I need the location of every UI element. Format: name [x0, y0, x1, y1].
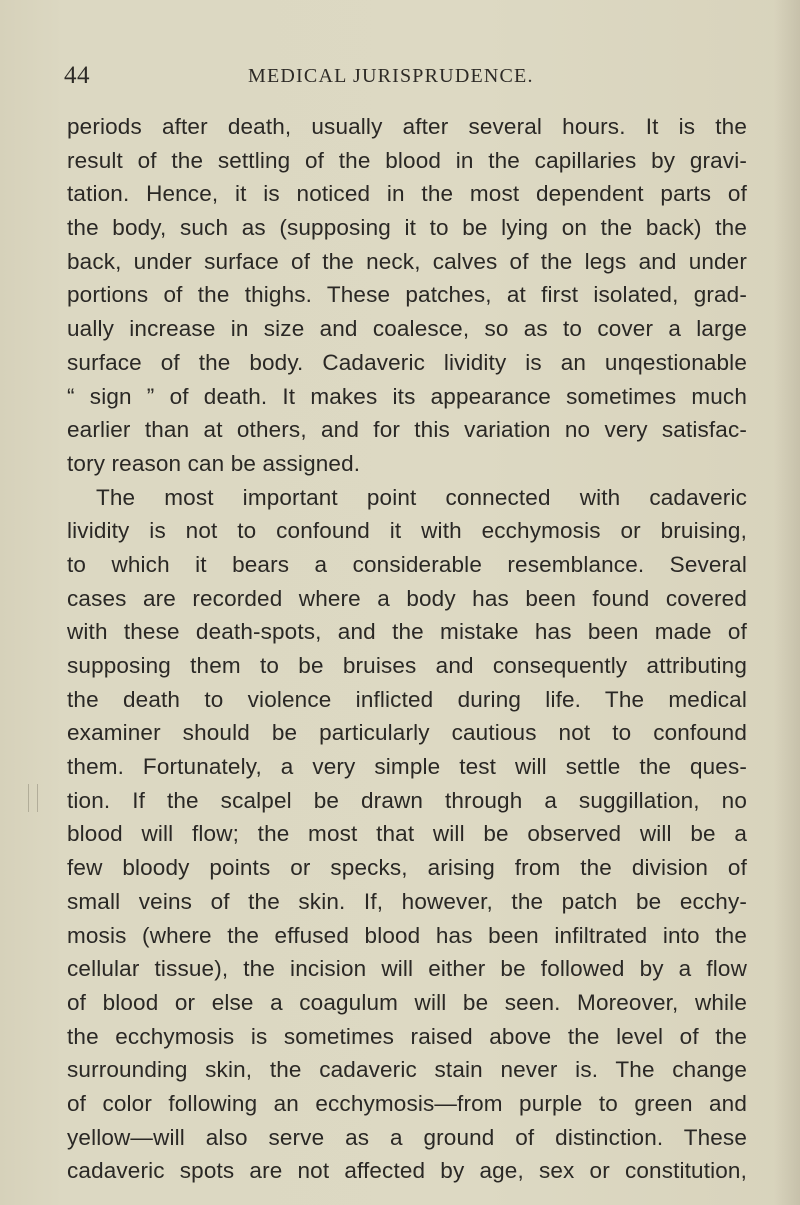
text-line: cadaveric spots are not affected by age, sex or constitution,	[67, 1158, 747, 1184]
text-line: cases are recorded where a body has been found covered	[67, 585, 747, 611]
page-edge-shadow	[774, 0, 800, 1205]
text-line: of color following an ecchymosis—from purple to green and	[67, 1090, 747, 1116]
text-line: the death to violence inflicted during life. The medical	[67, 686, 747, 712]
text-line: them. Fortunately, a very simple test will settle the ques-	[67, 754, 747, 780]
text-line: surrounding skin, the cadaveric stain never is. The change	[67, 1057, 747, 1083]
text-line: few bloody points or specks, arising from the division of	[67, 855, 747, 881]
text-line: earlier than at others, and for this variation no very satisfac-	[67, 417, 747, 443]
body-text	[67, 110, 747, 1188]
margin-mark	[28, 784, 38, 812]
text-line: yellow—will also serve as a ground of distinction. These	[67, 1124, 747, 1150]
page-number: 44	[64, 62, 90, 89]
text-line: portions of the thighs. These patches, at first isolated, grad-	[67, 282, 747, 308]
text-line: with these death-spots, and the mistake has been made of	[67, 619, 747, 645]
running-title: MEDICAL JURISPRUDENCE.	[248, 65, 534, 87]
text-line: surface of the body. Cadaveric lividity is an unqestionable	[67, 349, 747, 375]
text-line: cellular tissue), the incision will either be followed by a flow	[67, 956, 747, 982]
text-line: tion. If the scalpel be drawn through a suggillation, no	[67, 787, 747, 813]
text-line: back, under surface of the neck, calves of the legs and under	[67, 248, 747, 274]
paragraph-start-line: The most important point connected with cadaveric	[96, 484, 747, 510]
text-line: small veins of the skin. If, however, the patch be ecchy-	[67, 888, 747, 914]
text-line: the ecchymosis is sometimes raised above the level of the	[67, 1023, 747, 1049]
text-line: of blood or else a coagulum will be seen. Moreover, while	[67, 989, 747, 1015]
text-line: blood will flow; the most that will be observed will be a	[67, 821, 747, 847]
paragraph-end-line: tory reason can be assigned.	[67, 450, 361, 476]
text-line: to which it bears a considerable resemblance. Several	[67, 551, 747, 577]
text-line: supposing them to be bruises and consequently attributing	[67, 653, 747, 678]
text-line: ually increase in size and coalesce, so as to cover a large	[67, 316, 747, 342]
text-line: periods after death, usually after several hours. It is the	[67, 114, 747, 139]
text-line: “ sign ” of death. It makes its appearance sometimes much	[67, 383, 747, 409]
text-line: tation. Hence, it is noticed in the most dependent parts of	[67, 181, 747, 207]
text-line: examiner should be particularly cautious not to confound	[67, 720, 747, 746]
text-line: lividity is not to confound it with ecchymosis or bruising,	[67, 518, 747, 544]
text-line: mosis (where the effused blood has been infiltrated into the	[67, 922, 747, 948]
page-header	[64, 62, 744, 102]
text-line: result of the settling of the blood in the capillaries by gravi-	[67, 147, 747, 173]
text-line: the body, such as (supposing it to be lying on the back) the	[67, 215, 747, 241]
